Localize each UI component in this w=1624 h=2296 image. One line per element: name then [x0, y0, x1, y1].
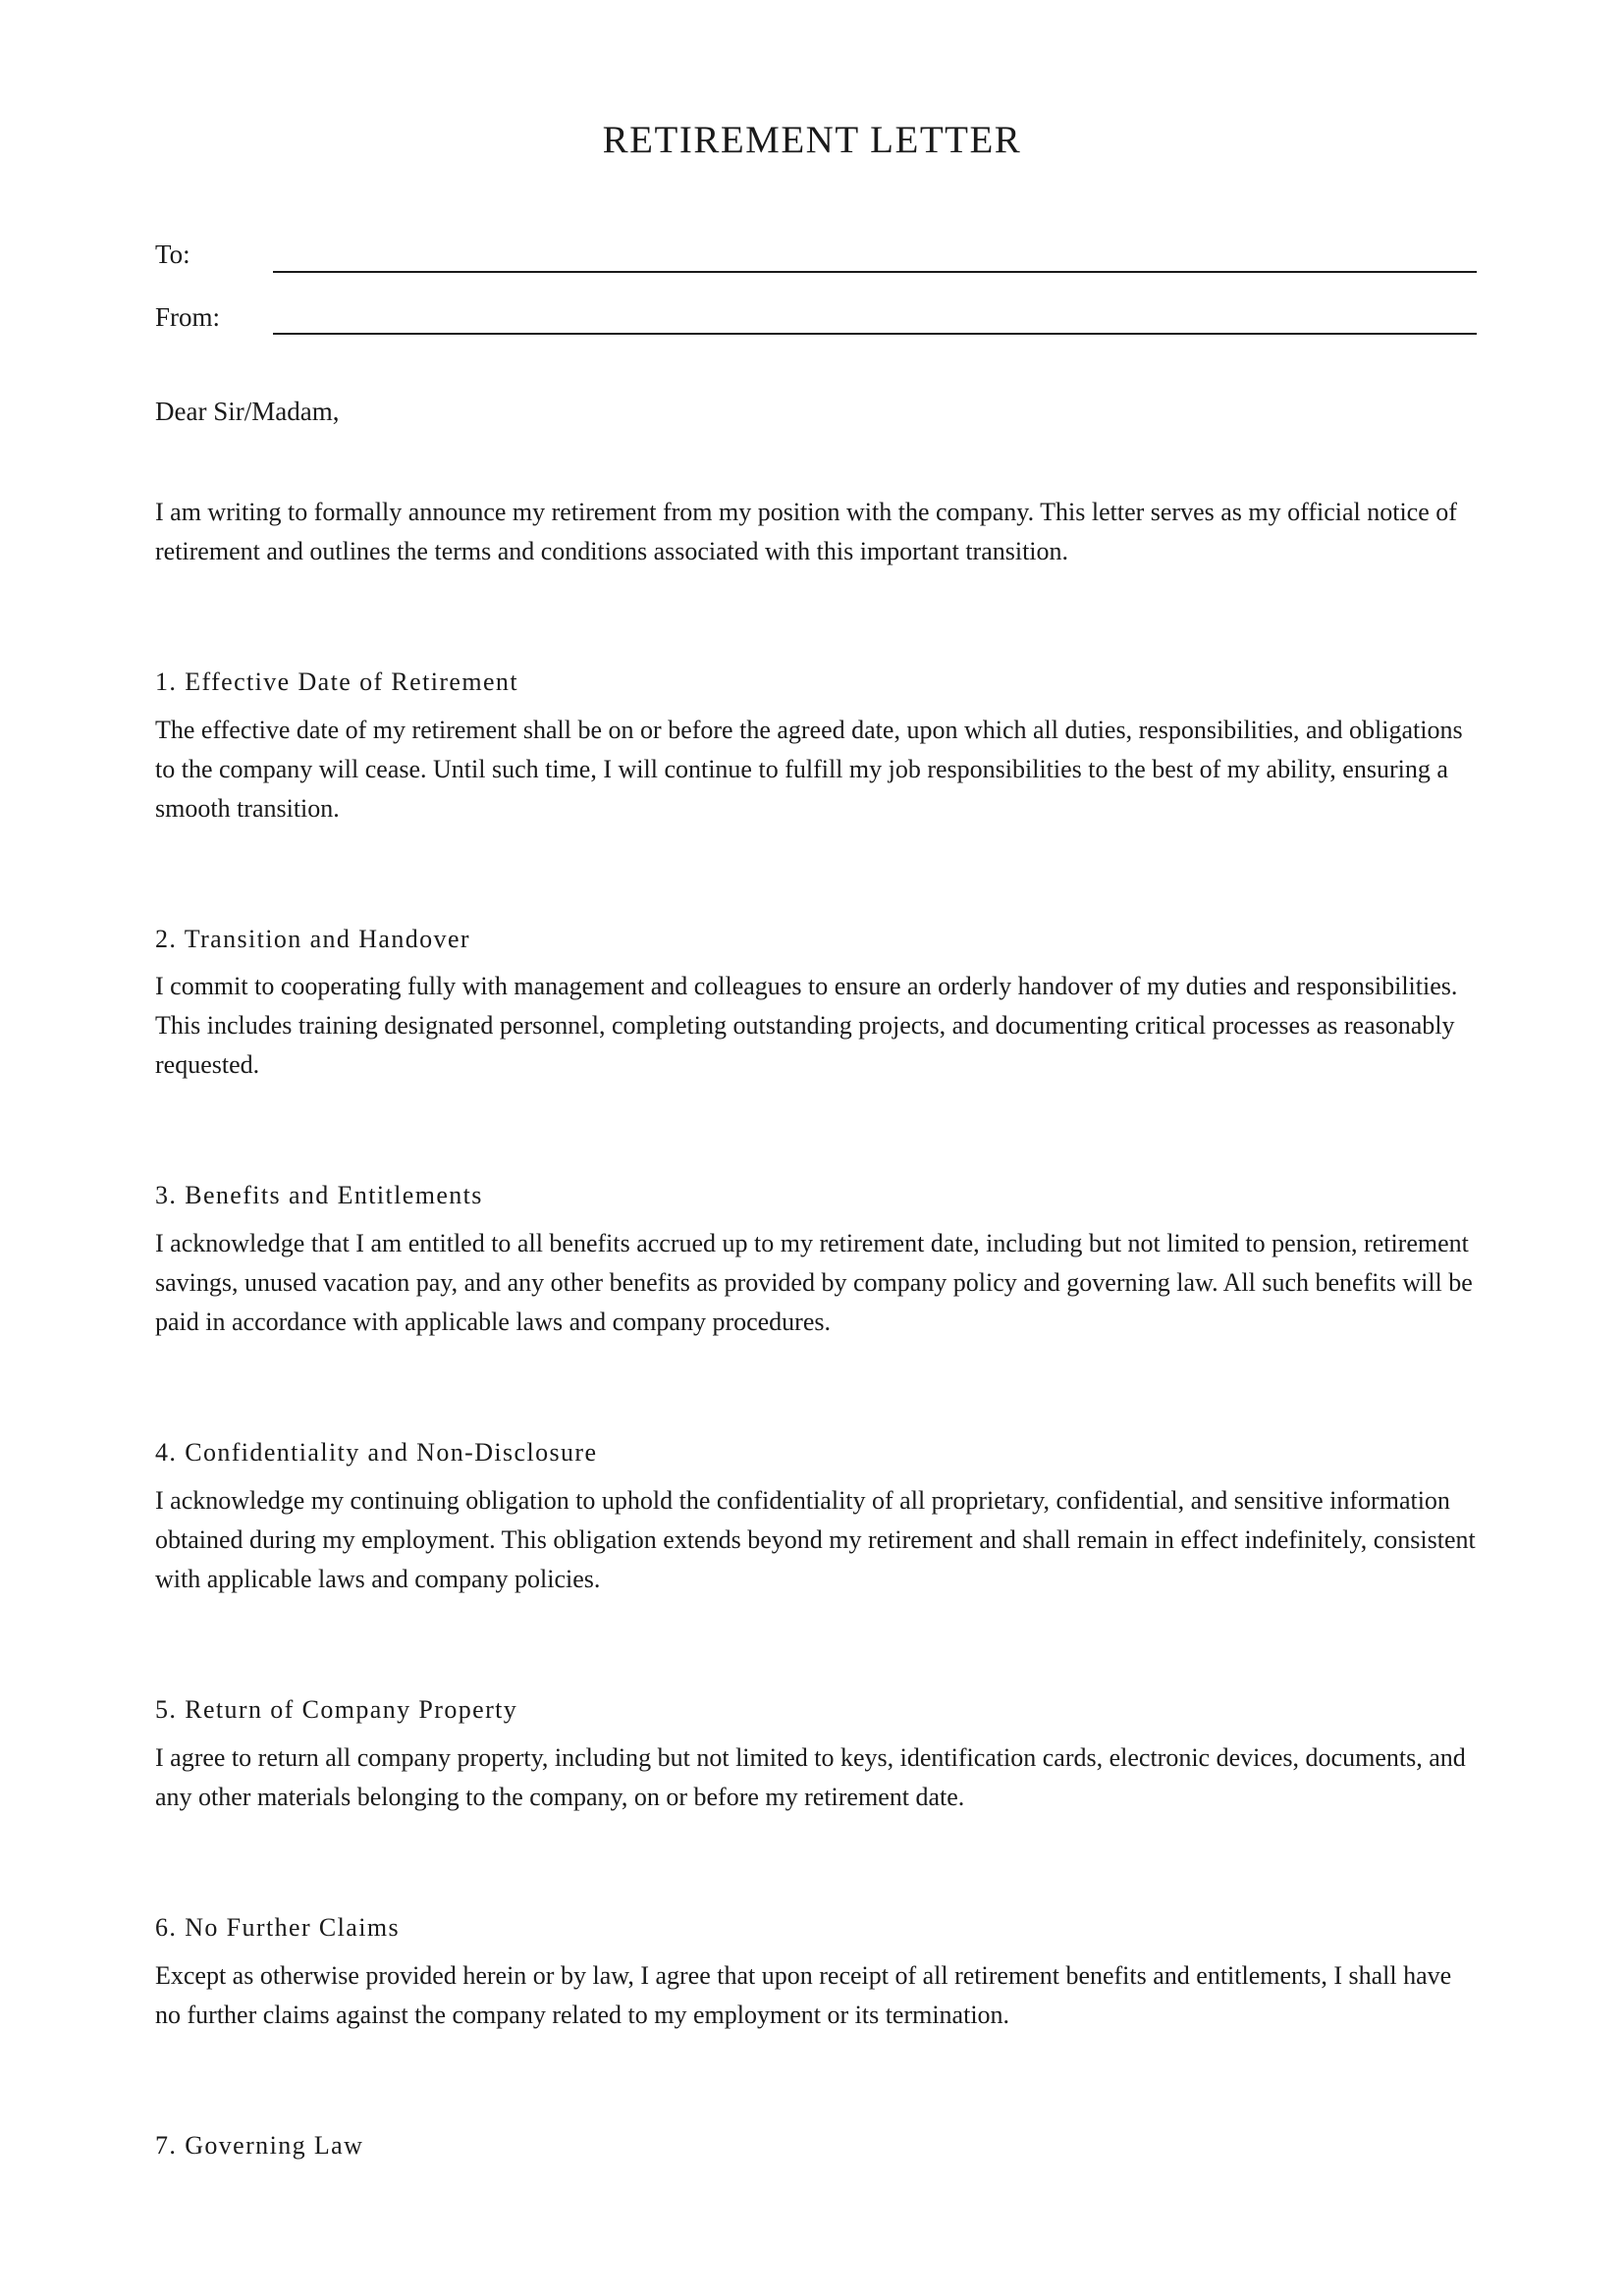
section-heading-6: 6. No Further Claims [155, 1913, 400, 1942]
intro-paragraph: I am writing to formally announce my retirement from my position with the company. This letter serves as my official notice of retirement and outlines the terms and conditions associated with this important transition. [155, 498, 1457, 565]
salutation: Dear Sir/Madam, [155, 397, 340, 426]
to-line[interactable] [273, 271, 1477, 273]
section-heading-5: 5. Return of Company Property [155, 1695, 518, 1724]
to-label: To: [155, 240, 190, 269]
document-title: RETIREMENT LETTER [602, 119, 1022, 161]
section-body-3: I acknowledge that I am entitled to all benefits accrued up to my retirement date, including but not limited to pension, retirement savings, unused vacation pay, and any other benefits as provided by company policy and governing law. All such benefits will be paid in accordance with applicable laws and company procedures. [155, 1229, 1473, 1336]
section-heading-3: 3. Benefits and Entitlements [155, 1181, 483, 1209]
section-body-6: Except as otherwise provided herein or by law, I agree that upon receipt of all retirement benefits and entitlements, I shall have no further claims against the company related to my employment or its termination. [155, 1961, 1452, 2029]
section-heading-4: 4. Confidentiality and Non-Disclosure [155, 1438, 598, 1467]
from-line[interactable] [273, 333, 1477, 335]
section-heading-2: 2. Transition and Handover [155, 925, 470, 953]
section-body-1: The effective date of my retirement shall be on or before the agreed date, upon which all duties, responsibilities, and obligations to the company will cease. Until such time, I will continue to fulfill my job responsibilities to the best of my ability, ensuring a smooth transition. [155, 716, 1463, 823]
section-body-5: I agree to return all company property, including but not limited to keys, identification cards, electronic devices, documents, and any other materials belonging to the company, on or before my retirement date. [155, 1743, 1466, 1811]
from-label: From: [155, 302, 221, 332]
section-heading-1: 1. Effective Date of Retirement [155, 667, 518, 696]
section-body-2: I commit to cooperating fully with management and colleagues to ensure an orderly handover of my duties and responsibilities. This includes training designated personnel, completing outstanding projects, and documenting critical processes as reasonably requested. [155, 972, 1458, 1079]
section-heading-7: 7. Governing Law [155, 2131, 364, 2160]
section-body-4: I acknowledge my continuing obligation to uphold the confidentiality of all proprietary, confidential, and sensitive information obtained during my employment. This obligation extends beyond my retirement and shall remain in effect indefinitely, consistent with applicable laws and company policies. [155, 1486, 1476, 1593]
